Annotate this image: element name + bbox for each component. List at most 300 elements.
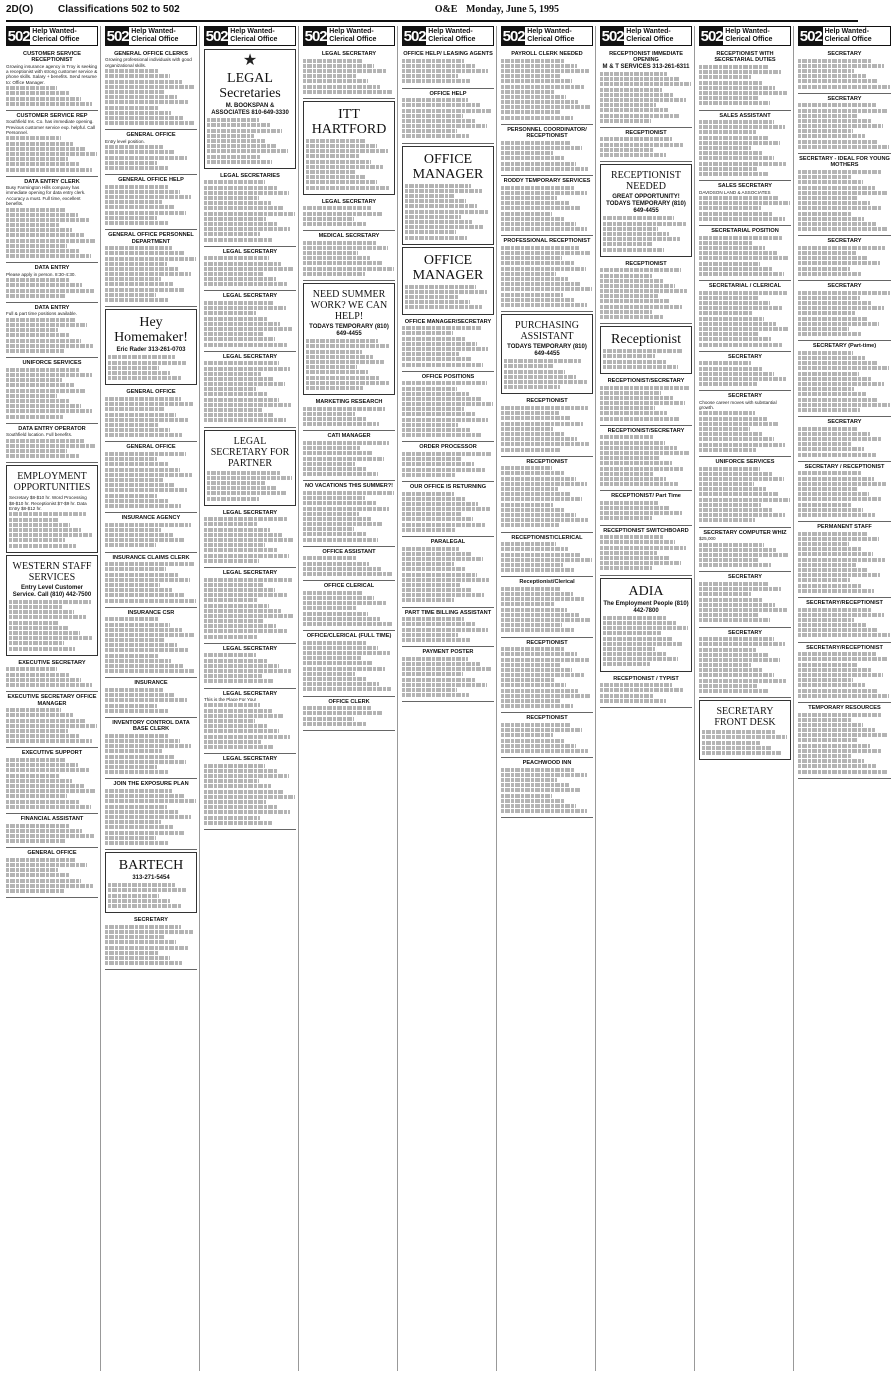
classified-ad	[699, 391, 791, 457]
classified-column	[600, 26, 695, 1371]
ad-title: INSURANCE	[134, 680, 168, 687]
ad-title: SECRETARY	[827, 95, 862, 102]
ad-title: MEDICAL SECRETARY	[318, 233, 380, 240]
ad-title: EMPLOYMENT OPPORTUNITIES	[13, 471, 91, 494]
classified-ad	[501, 577, 593, 637]
ad-fine-print	[204, 180, 296, 241]
ad-title: LEGAL SECRETARY FOR PARTNER	[210, 435, 290, 469]
classified-column	[6, 26, 101, 1371]
ad-body: Growing professional individuals with good organizational skills.	[105, 57, 192, 68]
ad-fine-print	[303, 241, 395, 276]
ad-fine-print	[600, 535, 692, 570]
ad-fine-print	[798, 351, 891, 412]
classified-ad	[798, 154, 891, 236]
ad-fine-print	[204, 703, 296, 749]
classified-ad	[600, 674, 692, 708]
classified-column	[204, 26, 299, 1371]
classified-ad	[105, 852, 197, 913]
ad-title: PURCHASING ASSISTANT	[515, 320, 579, 343]
ad-title: SECRETARY	[728, 393, 762, 400]
ad-body: 313-271-5454	[132, 875, 170, 882]
ad-title: SECRETARY/RECEPTIONIST	[806, 644, 883, 651]
ad-fine-print	[798, 471, 891, 517]
ad-fine-print	[204, 517, 296, 563]
classified-ad	[303, 49, 395, 99]
ad-fine-print	[105, 562, 197, 602]
classified-ad	[105, 49, 197, 130]
ad-title: OFFICE CLERICAL	[323, 583, 375, 590]
ad-title: SECRETARY COMPUTER WHIZ	[703, 529, 787, 536]
ad-body: Please apply in person. 8:30-4:30.	[6, 271, 76, 277]
ad-fine-print	[303, 206, 395, 226]
category-header	[402, 26, 494, 46]
classified-ad	[501, 457, 593, 533]
section-title: Classifications 502 to 502	[58, 4, 180, 15]
ad-title: SECRETARY	[827, 282, 862, 289]
classified-ad	[402, 49, 494, 89]
ad-title: OFFICE MANAGER	[412, 151, 484, 182]
ad-fine-print	[6, 208, 98, 259]
ad-fine-print	[699, 467, 791, 523]
ad-title: TEMPORARY RESOURCES	[808, 704, 881, 711]
ad-title: OFFICE CLERK	[328, 698, 370, 705]
classified-column	[501, 26, 596, 1371]
ad-fine-print	[501, 542, 593, 572]
ad-fine-print	[603, 616, 689, 667]
ad-title: SECRETARY (Part-time)	[812, 343, 877, 350]
ad-title: RECEPTIONIST/ Part Time	[611, 493, 681, 500]
ad-fine-print	[6, 667, 98, 687]
ad-body: Entry Level Customer Service. Call (810) 442-7500	[12, 584, 92, 598]
classified-ad	[204, 689, 296, 755]
ad-title: UNIFORCE SERVICES	[22, 360, 82, 367]
category-number: 502	[205, 27, 228, 45]
ad-title: OFFICE HELP/ LEASING AGENTS	[403, 51, 493, 57]
ad-title: ADIA	[628, 583, 664, 599]
ad-fine-print	[6, 439, 98, 459]
ad-title: SECRETARY	[728, 353, 762, 360]
classified-ad	[798, 462, 891, 522]
classified-ad	[204, 508, 296, 568]
ad-title: EXECUTIVE SECRETARY	[18, 659, 86, 666]
ad-fine-print	[699, 361, 791, 386]
classified-ad	[303, 631, 395, 696]
ad-fine-print	[600, 435, 692, 486]
ad-title: SECRETARY - IDEAL FOR YOUNG MOTHERS	[799, 156, 890, 169]
ad-title: RECEPTIONIST	[625, 260, 667, 267]
ad-title: ITT HARTFORD	[311, 106, 387, 137]
ad-fine-print	[603, 349, 689, 369]
classified-ad	[6, 263, 98, 303]
classified-ad	[6, 658, 98, 692]
ad-title: RODDY TEMPORARY SERVICES	[503, 177, 591, 184]
ad-fine-print	[798, 532, 891, 593]
ad-title: GENERAL OFFICE HELP	[118, 177, 184, 184]
classified-ad	[303, 231, 395, 281]
ad-fine-print	[402, 657, 494, 697]
classified-ad	[402, 608, 494, 648]
ad-body: The Employment People (810) 442-7800	[603, 600, 689, 614]
ad-title: EXECUTIVE SUPPORT	[21, 750, 83, 757]
classified-ad	[303, 697, 395, 731]
ad-title: UNIFORCE SERVICES	[715, 458, 775, 465]
ad-fine-print	[6, 858, 98, 893]
ad-body: GREAT OPPORTUNITY! TODAYS TEMPORARY (810) 649-4455	[606, 194, 686, 215]
ad-title: SECRETARY	[827, 51, 862, 57]
ad-title: LEGAL SECRETARIES	[220, 172, 280, 179]
ad-title: LEGAL SECRETARY	[222, 690, 278, 697]
category-label: Help Wanted-Clerical Office	[626, 28, 674, 43]
ad-body: Full & part time positions available.	[6, 311, 77, 317]
ad-title: INSURANCE CSR	[127, 609, 175, 616]
classified-ad	[501, 713, 593, 758]
ad-title: DATA ENTRY OPERATOR	[18, 425, 86, 432]
ad-fine-print	[9, 600, 95, 651]
ad-title: LEGAL SECRETARY	[321, 51, 377, 57]
ad-fine-print	[105, 185, 197, 225]
ad-body: Secretary $8-$10 hr. Word Processing $8-$10 hr. Receptionist $7-$9 hr. Data Entry $8-$12 hr.	[9, 495, 87, 511]
ad-fine-print	[303, 706, 395, 726]
ad-title: OFFICE POSITIONS	[421, 373, 475, 380]
classified-ad	[105, 130, 197, 175]
ad-fine-print	[798, 427, 891, 457]
classified-columns	[6, 26, 890, 1371]
ad-fine-print	[699, 236, 791, 276]
ad-title: LEGAL SECRETARY	[222, 509, 278, 516]
category-number: 502	[799, 27, 822, 45]
ad-fine-print	[6, 136, 98, 171]
ad-title: JOIN THE EXPOSURE PLAN	[113, 781, 189, 788]
category-number: 502	[502, 27, 525, 45]
classified-ad	[204, 291, 296, 351]
ad-fine-print	[105, 789, 197, 845]
ad-fine-print	[402, 452, 494, 477]
ad-fine-print	[699, 196, 791, 221]
classified-ad	[6, 465, 98, 552]
ad-title: GENERAL OFFICE PERSONNEL DEPARTMENT	[108, 232, 194, 245]
ad-fine-print	[600, 683, 692, 703]
ad-fine-print	[303, 441, 395, 476]
classified-ad	[303, 581, 395, 631]
ad-title: GENERAL OFFICE	[126, 132, 176, 139]
ad-title: SECRETARY/RECEPTIONIST	[806, 599, 883, 606]
ad-fine-print	[108, 883, 194, 908]
category-header	[6, 26, 98, 46]
ad-title: LEGAL SECRETARY	[222, 248, 278, 255]
classified-ad	[402, 146, 494, 245]
ad-title: ORDER PROCESSOR	[419, 444, 477, 451]
category-number: 502	[106, 27, 129, 45]
classified-ad	[699, 49, 791, 111]
ad-title: RECEPTIONIST/CLERICAL	[511, 534, 583, 541]
ad-title: NEED SUMMER WORK? WE CAN HELP!	[310, 289, 388, 323]
ad-body: Choose career moves with substantial growth.	[699, 399, 777, 410]
classified-ad	[402, 537, 494, 608]
classified-ad	[699, 572, 791, 627]
ad-title: LEGAL Secretaries	[219, 71, 281, 101]
ad-title: OUR OFFICE IS RETURNING	[409, 483, 487, 490]
classified-ad	[402, 247, 494, 315]
ad-fine-print	[501, 141, 593, 171]
ad-title: EXECUTIVE SECRETARY OFFICE MANAGER	[7, 694, 97, 707]
ad-fine-print	[501, 723, 593, 753]
ad-title: LEGAL SECRETARY	[222, 569, 278, 576]
ad-fine-print	[798, 59, 891, 89]
classified-ad	[600, 259, 692, 324]
category-label: Help Wanted-Clerical Office	[32, 28, 80, 43]
ad-title: SALES SECRETARY	[717, 183, 773, 190]
classified-ad	[600, 426, 692, 491]
classified-ad	[204, 49, 296, 169]
ad-fine-print	[699, 120, 791, 176]
classified-ad	[6, 555, 98, 656]
classified-ad	[798, 643, 891, 703]
classified-ad	[303, 283, 395, 395]
ad-body: This is the Place For You!	[204, 696, 257, 702]
classified-column	[303, 26, 398, 1371]
classified-ad	[501, 314, 593, 394]
ad-fine-print	[501, 466, 593, 527]
ad-body: M. BOOKSPAN & ASSOCIATES 810-649-3330	[211, 103, 289, 116]
classified-ad	[699, 628, 791, 699]
classified-ad	[699, 352, 791, 392]
ad-title: PAYROLL CLERK NEEDED	[511, 51, 583, 57]
ad-title: RECEPTIONIST WITH SECRETARIAL DUTIES	[714, 51, 776, 64]
classified-ad	[204, 352, 296, 428]
classified-ad	[501, 533, 593, 578]
ad-fine-print	[798, 652, 891, 698]
ad-body: $25,000	[699, 536, 716, 542]
classified-ad	[402, 372, 494, 443]
ad-fine-print	[699, 637, 791, 693]
ad-body: Entry level position.	[105, 138, 145, 144]
category-label: Help Wanted-Clerical Office	[230, 28, 278, 43]
category-number: 502	[304, 27, 327, 45]
ad-title: SECRETARY FRONT DESK	[714, 706, 776, 729]
classified-ad	[105, 442, 197, 513]
ad-title: FINANCIAL ASSISTANT	[20, 815, 84, 822]
ad-fine-print	[108, 355, 194, 380]
ad-title: SECRETARY	[728, 629, 762, 636]
ad-title: CUSTOMER SERVICE REP	[16, 112, 88, 119]
classified-ad	[105, 513, 197, 553]
ad-title: RECEPTIONIST / TYPIST	[613, 675, 679, 682]
ad-fine-print	[798, 608, 891, 638]
ad-fine-print	[402, 547, 494, 603]
category-number: 502	[700, 27, 723, 45]
category-header	[204, 26, 296, 46]
ad-title: LEGAL SECRETARY	[321, 198, 377, 205]
classified-ad	[105, 553, 197, 608]
category-label: Help Wanted-Clerical Office	[824, 28, 872, 43]
classified-ad	[600, 376, 692, 426]
ad-title: DATA ENTRY	[34, 305, 70, 312]
ad-title: GENERAL OFFICE	[126, 389, 176, 396]
ad-title: Receptionist/Clerical	[519, 579, 575, 586]
ad-title: SECRETARY	[134, 917, 168, 924]
ad-fine-print	[402, 381, 494, 437]
ad-title: PARALEGAL	[430, 539, 466, 545]
ad-fine-print	[402, 59, 494, 84]
ad-fine-print	[798, 103, 891, 149]
ad-title: RECEPTIONIST	[526, 715, 568, 722]
ad-body: M & T SERVICES 313-261-6311	[602, 63, 690, 70]
ad-fine-print	[105, 397, 197, 437]
ad-fine-print	[702, 730, 788, 755]
ad-fine-print	[402, 326, 494, 366]
ad-fine-print	[402, 617, 494, 642]
classified-ad	[798, 236, 891, 281]
ad-fine-print	[798, 713, 891, 774]
ad-fine-print	[699, 543, 791, 568]
classified-ad	[699, 700, 791, 760]
category-header	[303, 26, 395, 46]
ad-title: SALES ASSISTANT	[719, 112, 771, 119]
ad-title: RECEPTIONIST NEEDED	[611, 170, 681, 193]
ad-fine-print	[405, 184, 491, 240]
classified-ad	[699, 111, 791, 182]
ad-fine-print	[204, 578, 296, 639]
ad-fine-print	[501, 59, 593, 120]
ad-fine-print	[501, 246, 593, 307]
classified-ad	[501, 396, 593, 456]
classified-ad	[501, 758, 593, 818]
ad-fine-print	[204, 301, 296, 347]
ad-body: Southfield Ins. Co. has immediate opening. Previous customer service exp. helpful. Call Personnel.	[6, 119, 96, 135]
classified-ad	[6, 303, 98, 358]
classified-ad	[798, 281, 891, 341]
classified-ad	[798, 341, 891, 417]
classified-ad	[303, 431, 395, 481]
ad-fine-print	[402, 98, 494, 138]
ad-title: BARTECH	[118, 858, 184, 874]
classified-ad	[6, 692, 98, 748]
ad-fine-print	[6, 278, 98, 298]
classified-ad	[699, 226, 791, 281]
classified-ad	[303, 397, 395, 431]
ad-title: CUSTOMER SERVICE RECEPTIONIST	[23, 51, 81, 64]
category-header	[501, 26, 593, 46]
classified-ad	[204, 568, 296, 644]
ad-fine-print	[9, 512, 95, 547]
ad-fine-print	[105, 69, 197, 125]
ad-fine-print	[600, 501, 692, 521]
ad-body: DAVIDSON LAND & ASSOCIATES	[699, 189, 771, 195]
classified-ad	[303, 481, 395, 546]
ad-fine-print	[6, 368, 98, 419]
classified-ad	[798, 94, 891, 154]
ad-title: INVENTORY CONTROL DATA BASE CLERK	[112, 719, 190, 733]
ad-fine-print	[501, 768, 593, 814]
ad-title: LEGAL SECRETARY	[222, 353, 278, 360]
ad-body: TODAYS TEMPORARY (810) 649-4455	[507, 344, 587, 358]
classified-ad	[798, 522, 891, 598]
ad-fine-print	[798, 291, 891, 337]
category-header	[699, 26, 791, 46]
classified-ad	[6, 424, 98, 464]
ad-fine-print	[405, 285, 491, 310]
ad-fine-print	[402, 492, 494, 532]
issue-date: Monday, June 5, 1995	[465, 4, 560, 15]
ad-fine-print	[306, 139, 392, 190]
ad-title: PERSONNEL COORDINATOR/ RECEPTIONIST	[507, 126, 587, 140]
classified-ad	[600, 49, 692, 128]
ad-title: PEACHWOOD INN	[522, 760, 572, 767]
page-header	[6, 4, 858, 22]
category-header	[600, 26, 692, 46]
ad-title: INSURANCE CLAIMS CLERK	[112, 554, 190, 561]
category-label: Help Wanted-Clerical Office	[527, 28, 575, 43]
ad-title: RECEPTIONIST	[526, 458, 568, 465]
ad-fine-print	[699, 411, 791, 451]
ad-title: OFFICE MANAGER/SECRETARY	[404, 318, 492, 325]
classified-ad	[699, 457, 791, 528]
classified-ad	[402, 482, 494, 537]
category-number: 502	[601, 27, 624, 45]
ad-fine-print	[501, 587, 593, 633]
ad-fine-print	[6, 824, 98, 844]
ad-title: NO VACATIONS THIS SUMMER?!	[304, 483, 394, 490]
classified-ad	[798, 49, 891, 94]
ad-title: SECRETARY	[728, 574, 762, 581]
ad-fine-print	[105, 145, 197, 170]
category-header	[105, 26, 197, 46]
category-label: Help Wanted-Clerical Office	[329, 28, 377, 43]
ad-fine-print	[504, 359, 590, 389]
ad-fine-print	[204, 256, 296, 286]
ad-fine-print	[303, 641, 395, 692]
classified-ad	[105, 915, 197, 970]
classified-column	[798, 26, 893, 1371]
ad-fine-print	[699, 65, 791, 105]
classified-ad	[600, 578, 692, 672]
classified-ad	[600, 164, 692, 257]
classified-ad	[303, 197, 395, 231]
classified-ad	[600, 128, 692, 162]
ad-title: OFFICE/CLERICAL (FULL TIME)	[306, 633, 392, 640]
classified-ad	[798, 598, 891, 643]
ad-title: LEGAL SECRETARY	[222, 756, 278, 763]
ad-fine-print	[501, 186, 593, 232]
ad-fine-print	[603, 216, 689, 251]
ad-fine-print	[105, 617, 197, 673]
classified-ad	[6, 814, 98, 848]
classified-ad	[600, 526, 692, 576]
star-icon: ★	[242, 52, 258, 69]
classified-ad	[6, 177, 98, 264]
classified-ad	[105, 678, 197, 718]
paper-name: O&E	[434, 4, 458, 15]
ad-body: Growing insurance agency in Troy is seeking a receptionist with strong customer service & phone skills. Salary + benefits. Send resume to: Office Manager.	[6, 63, 98, 85]
classified-ad	[6, 49, 98, 111]
ad-title: DATA ENTRY	[34, 265, 70, 272]
ad-title: DATA ENTRY CLERK	[24, 178, 80, 185]
classified-ad	[105, 309, 197, 385]
classified-ad	[204, 247, 296, 292]
classified-ad	[501, 176, 593, 236]
classified-ad	[204, 171, 296, 247]
classified-ad	[6, 848, 98, 898]
ad-fine-print	[699, 582, 791, 622]
ad-fine-print	[6, 758, 98, 809]
ad-body: Eric Rader 313-261-0703	[116, 347, 186, 354]
ad-title: SECRETARIAL POSITION	[711, 227, 779, 234]
classified-ad	[600, 326, 692, 374]
ad-title: GENERAL OFFICE	[27, 850, 77, 857]
ad-title: OFFICE ASSISTANT	[322, 548, 376, 555]
ad-fine-print	[501, 406, 593, 452]
category-label: Help Wanted-Clerical Office	[428, 28, 476, 43]
